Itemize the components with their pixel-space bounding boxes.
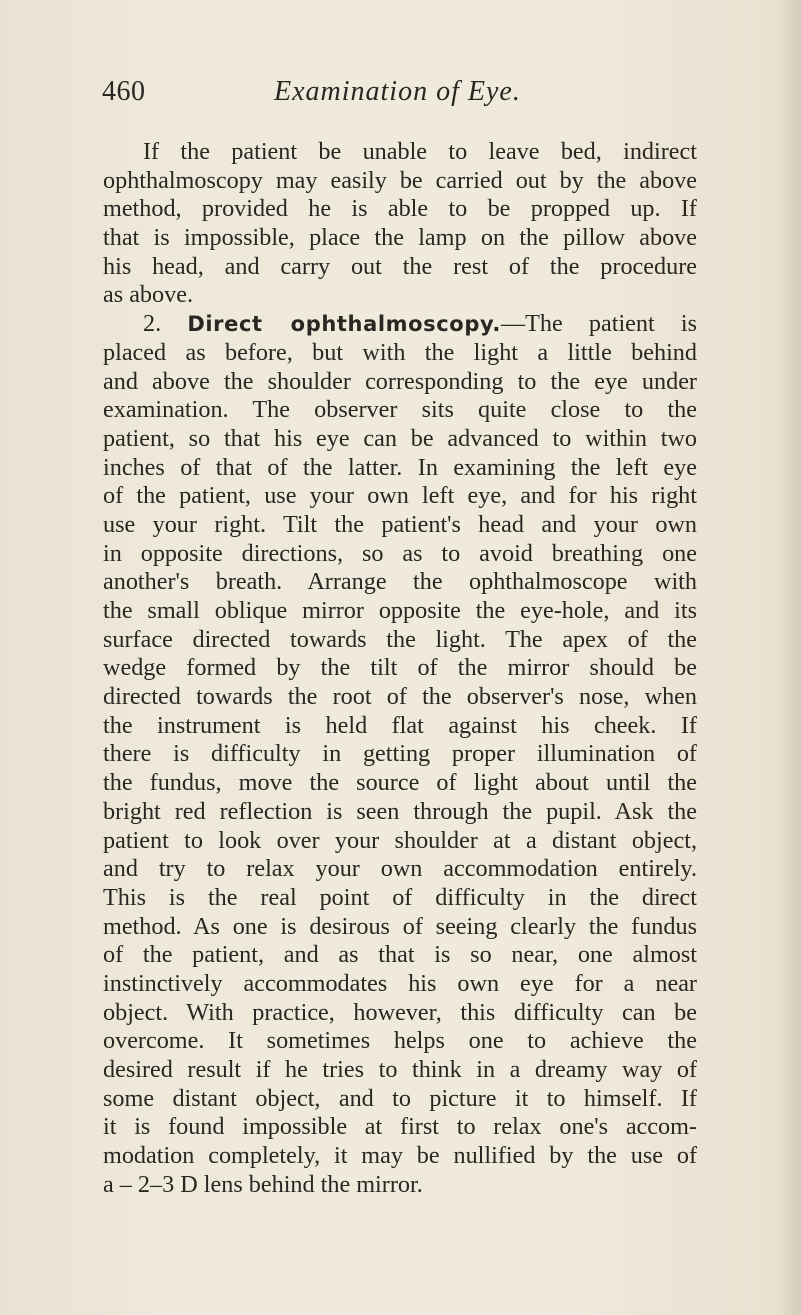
text-line: bright red reflection is seen through the pupil. Ask the (103, 797, 697, 825)
text-line: instinctively accommodates his own eye for a near (103, 969, 697, 997)
text-line: placed as before, but with the light a little behind (103, 338, 697, 366)
text-line: wedge formed by the tilt of the mirror should be (103, 654, 697, 682)
text-line: patient to look over your shoulder at a distant object, (103, 826, 697, 854)
text-line: modation completely, it may be nullified by the use of (103, 1142, 697, 1170)
text-line: inches of that of the latter. In examining the left eye (103, 453, 697, 481)
text-line: This is the real point of difficulty in the direct (103, 883, 697, 911)
text-line: of the patient, use your own left eye, and for his right (103, 482, 697, 510)
page-number: 460 (102, 76, 146, 107)
text-line: surface directed towards the light. The apex of the (103, 625, 697, 653)
body-text (103, 138, 697, 1199)
text-line: ophthalmoscopy may easily be carried out by the above (103, 166, 697, 194)
section-heading-continuation: —The patient is (500, 310, 698, 338)
text-line: as above. (103, 281, 193, 309)
text-line: overcome. It sometimes helps one to achieve the (103, 1027, 697, 1055)
text-line: and try to relax your own accommodation entirely. (103, 855, 697, 883)
text-line: there is difficulty in getting proper illumination of (103, 740, 697, 768)
text-line: the fundus, move the source of light about until the (103, 769, 697, 797)
text-line: examination. The observer sits quite close to the (103, 396, 697, 424)
text-line: and above the shoulder corresponding to the eye under (103, 367, 697, 395)
text-line: method. As one is desirous of seeing clearly the fundus (103, 912, 697, 940)
text-line: of the patient, and as that is so near, one almost (103, 941, 697, 969)
text-line: a – 2–3 D lens behind the mirror. (103, 1170, 423, 1198)
text-line: the small oblique mirror opposite the eye-hole, and its (103, 597, 697, 624)
text-line: object. With practice, however, this difficulty can be (103, 998, 697, 1026)
text-line: patient, so that his eye can be advanced to within two (103, 424, 697, 452)
text-line: use your right. Tilt the patient's head and your own (103, 510, 697, 538)
text-line: method, provided he is able to be propped up. If (103, 195, 697, 223)
section-heading-line (103, 310, 697, 339)
text-line: another's breath. Arrange the ophthalmoscope with (103, 568, 697, 596)
section-number: 2. (143, 310, 162, 338)
text-line: desired result if he tries to think in a dreamy way of (103, 1056, 697, 1083)
text-line: in opposite directions, so as to avoid breathing one (103, 539, 697, 567)
running-head (102, 76, 662, 116)
section-heading: Direct ophthalmoscopy. (187, 312, 501, 337)
text-line: it is found impossible at first to relax one's accom- (103, 1113, 697, 1141)
text-line: that is impossible, place the lamp on the pillow above (103, 224, 697, 252)
page-edge-shadow (779, 0, 801, 1315)
text-line: If the patient be unable to leave bed, indirect (143, 138, 697, 165)
text-line: some distant object, and to picture it to himself. If (103, 1084, 697, 1112)
text-line: his head, and carry out the rest of the procedure (103, 252, 697, 280)
text-line: the instrument is held flat against his cheek. If (103, 711, 697, 739)
running-title: Examination of Eye. (274, 76, 521, 107)
text-line: directed towards the root of the observer's nose, when (103, 683, 697, 711)
